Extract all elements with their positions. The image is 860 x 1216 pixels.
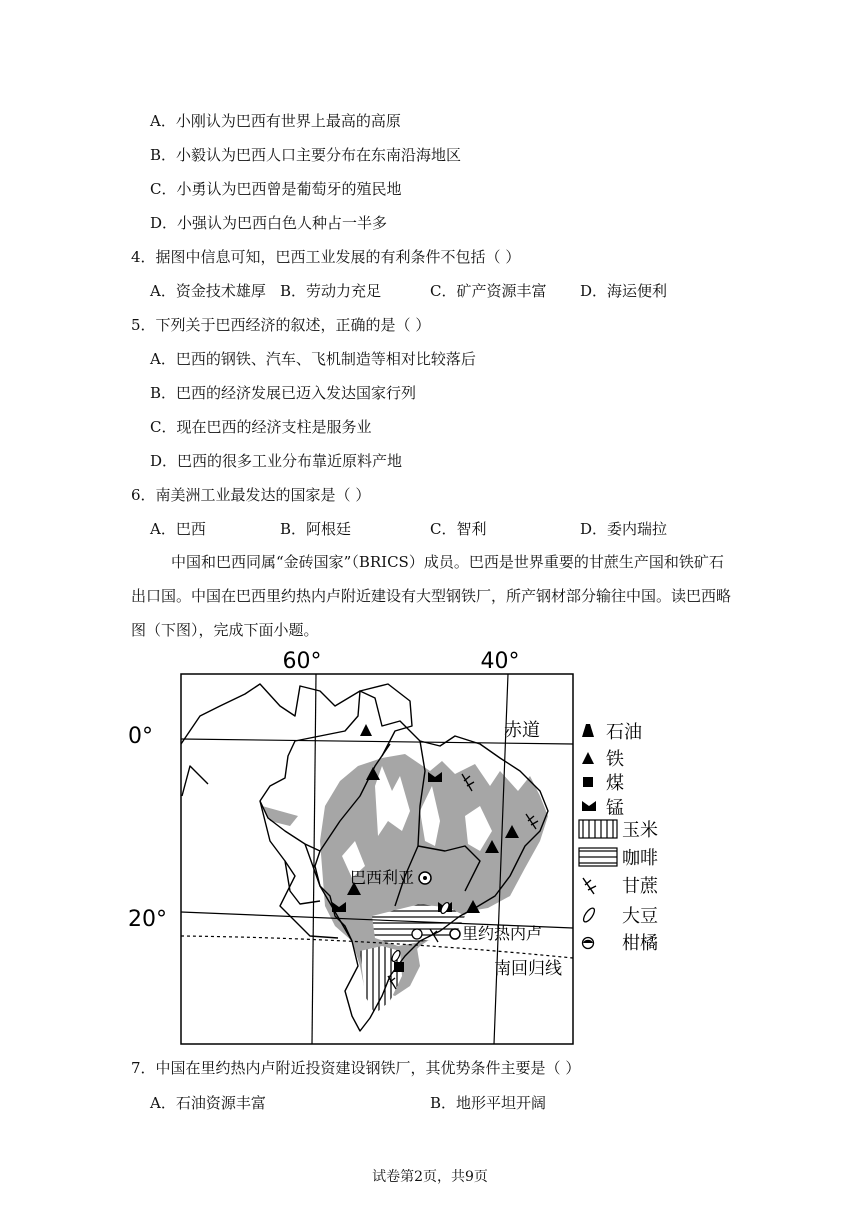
lat-label-0: 0°	[128, 724, 153, 749]
legend-corn-label: 玉米	[622, 820, 658, 841]
passage: 中国和巴西同属“金砖国家”（BRICS）成员。巴西是世界重要的甘蔗生产国和铁矿石出口国。中国在巴西里约热内卢附近建设有大型钢铁厂，所产钢材部分输往中国。读巴西略图（下图），完成下面小题。	[131, 553, 732, 639]
q6-option-c: C．智利	[430, 520, 487, 538]
legend-iron-label: 铁	[606, 749, 624, 770]
page-footer: 试卷第2页，共9页	[372, 1169, 488, 1185]
q4-stem: 4．据图中信息可知，巴西工业发展的有利条件不包括（ ）	[131, 248, 521, 266]
q7-options	[150, 1093, 710, 1113]
orange-symbol	[412, 929, 422, 939]
legend-orange-label: 柑橘	[622, 933, 658, 954]
q6-options	[150, 519, 710, 539]
q4-option-c: C．矿产资源丰富	[430, 282, 547, 300]
q5-option-c: C．现在巴西的经济支柱是服务业	[150, 418, 372, 436]
q5-option-d: D．巴西的很多工业分布靠近原料产地	[150, 452, 403, 470]
lon-label-40: 40°	[480, 649, 520, 674]
q5-option-a: A．巴西的钢铁、汽车、飞机制造等相对比较落后	[150, 350, 476, 368]
q3-option-d: D．小强认为巴西白色人种占一半多	[150, 214, 388, 232]
legend-iron-icon	[582, 752, 594, 764]
lat-label-20: 20°	[128, 907, 167, 932]
capital-label: 巴西利亚	[349, 868, 414, 887]
q7-option-a: A．石油资源丰富	[150, 1094, 266, 1112]
q7-stem: 7．中国在里约热内卢附近投资建设钢铁厂，其优势条件主要是（ ）	[131, 1059, 581, 1077]
legend-soybean-label: 大豆	[622, 906, 658, 927]
legend-soybean-icon	[582, 906, 597, 923]
lon-label-60: 60°	[282, 649, 322, 674]
q6-option-b: B．阿根廷	[280, 520, 352, 538]
legend-oil-icon	[582, 724, 594, 737]
legend-coal-icon	[583, 777, 593, 787]
legend-corn-icon	[579, 820, 617, 838]
q3-option-b: B．小毅认为巴西人口主要分布在东南沿海地区	[150, 146, 462, 164]
legend-manganese-label: 锰	[606, 798, 624, 819]
q6-option-d: D．委内瑞拉	[580, 520, 668, 538]
legend-coffee-icon	[579, 848, 617, 866]
brazil-map	[120, 646, 680, 1050]
city-symbol	[450, 929, 460, 939]
legend-coal-label: 煤	[606, 773, 624, 794]
q4-options	[150, 281, 710, 301]
q6-stem: 6．南美洲工业最发达的国家是（ ）	[131, 486, 371, 504]
q5-option-b: B．巴西的经济发展已迈入发达国家行列	[150, 384, 417, 402]
q3-option-c: C．小勇认为巴西曾是葡萄牙的殖民地	[150, 180, 402, 198]
legend-oil-label: 石油	[606, 722, 642, 743]
q4-option-a: A．资金技术雄厚	[150, 282, 266, 300]
legend-sugarcane-icon	[583, 878, 596, 894]
tropic-label: 南回归线	[494, 959, 562, 979]
legend-sugarcane-label: 甘蔗	[622, 876, 658, 897]
q4-option-d: D．海运便利	[580, 282, 668, 300]
q5-stem: 5．下列关于巴西经济的叙述，正确的是（ ）	[131, 316, 431, 334]
coal-symbol	[394, 962, 404, 972]
legend	[579, 722, 659, 954]
q3-option-a: A．小刚认为巴西有世界上最高的高原	[150, 112, 401, 130]
legend-manganese-icon	[582, 801, 596, 811]
city-label: 里约热内卢	[462, 924, 543, 943]
equator-label: 赤道	[504, 720, 540, 741]
q4-option-b: B．劳动力充足	[280, 282, 382, 300]
q7-option-b: B．地形平坦开阔	[430, 1094, 547, 1112]
legend-coffee-label: 咖啡	[622, 848, 658, 869]
q6-option-a: A．巴西	[150, 520, 206, 538]
